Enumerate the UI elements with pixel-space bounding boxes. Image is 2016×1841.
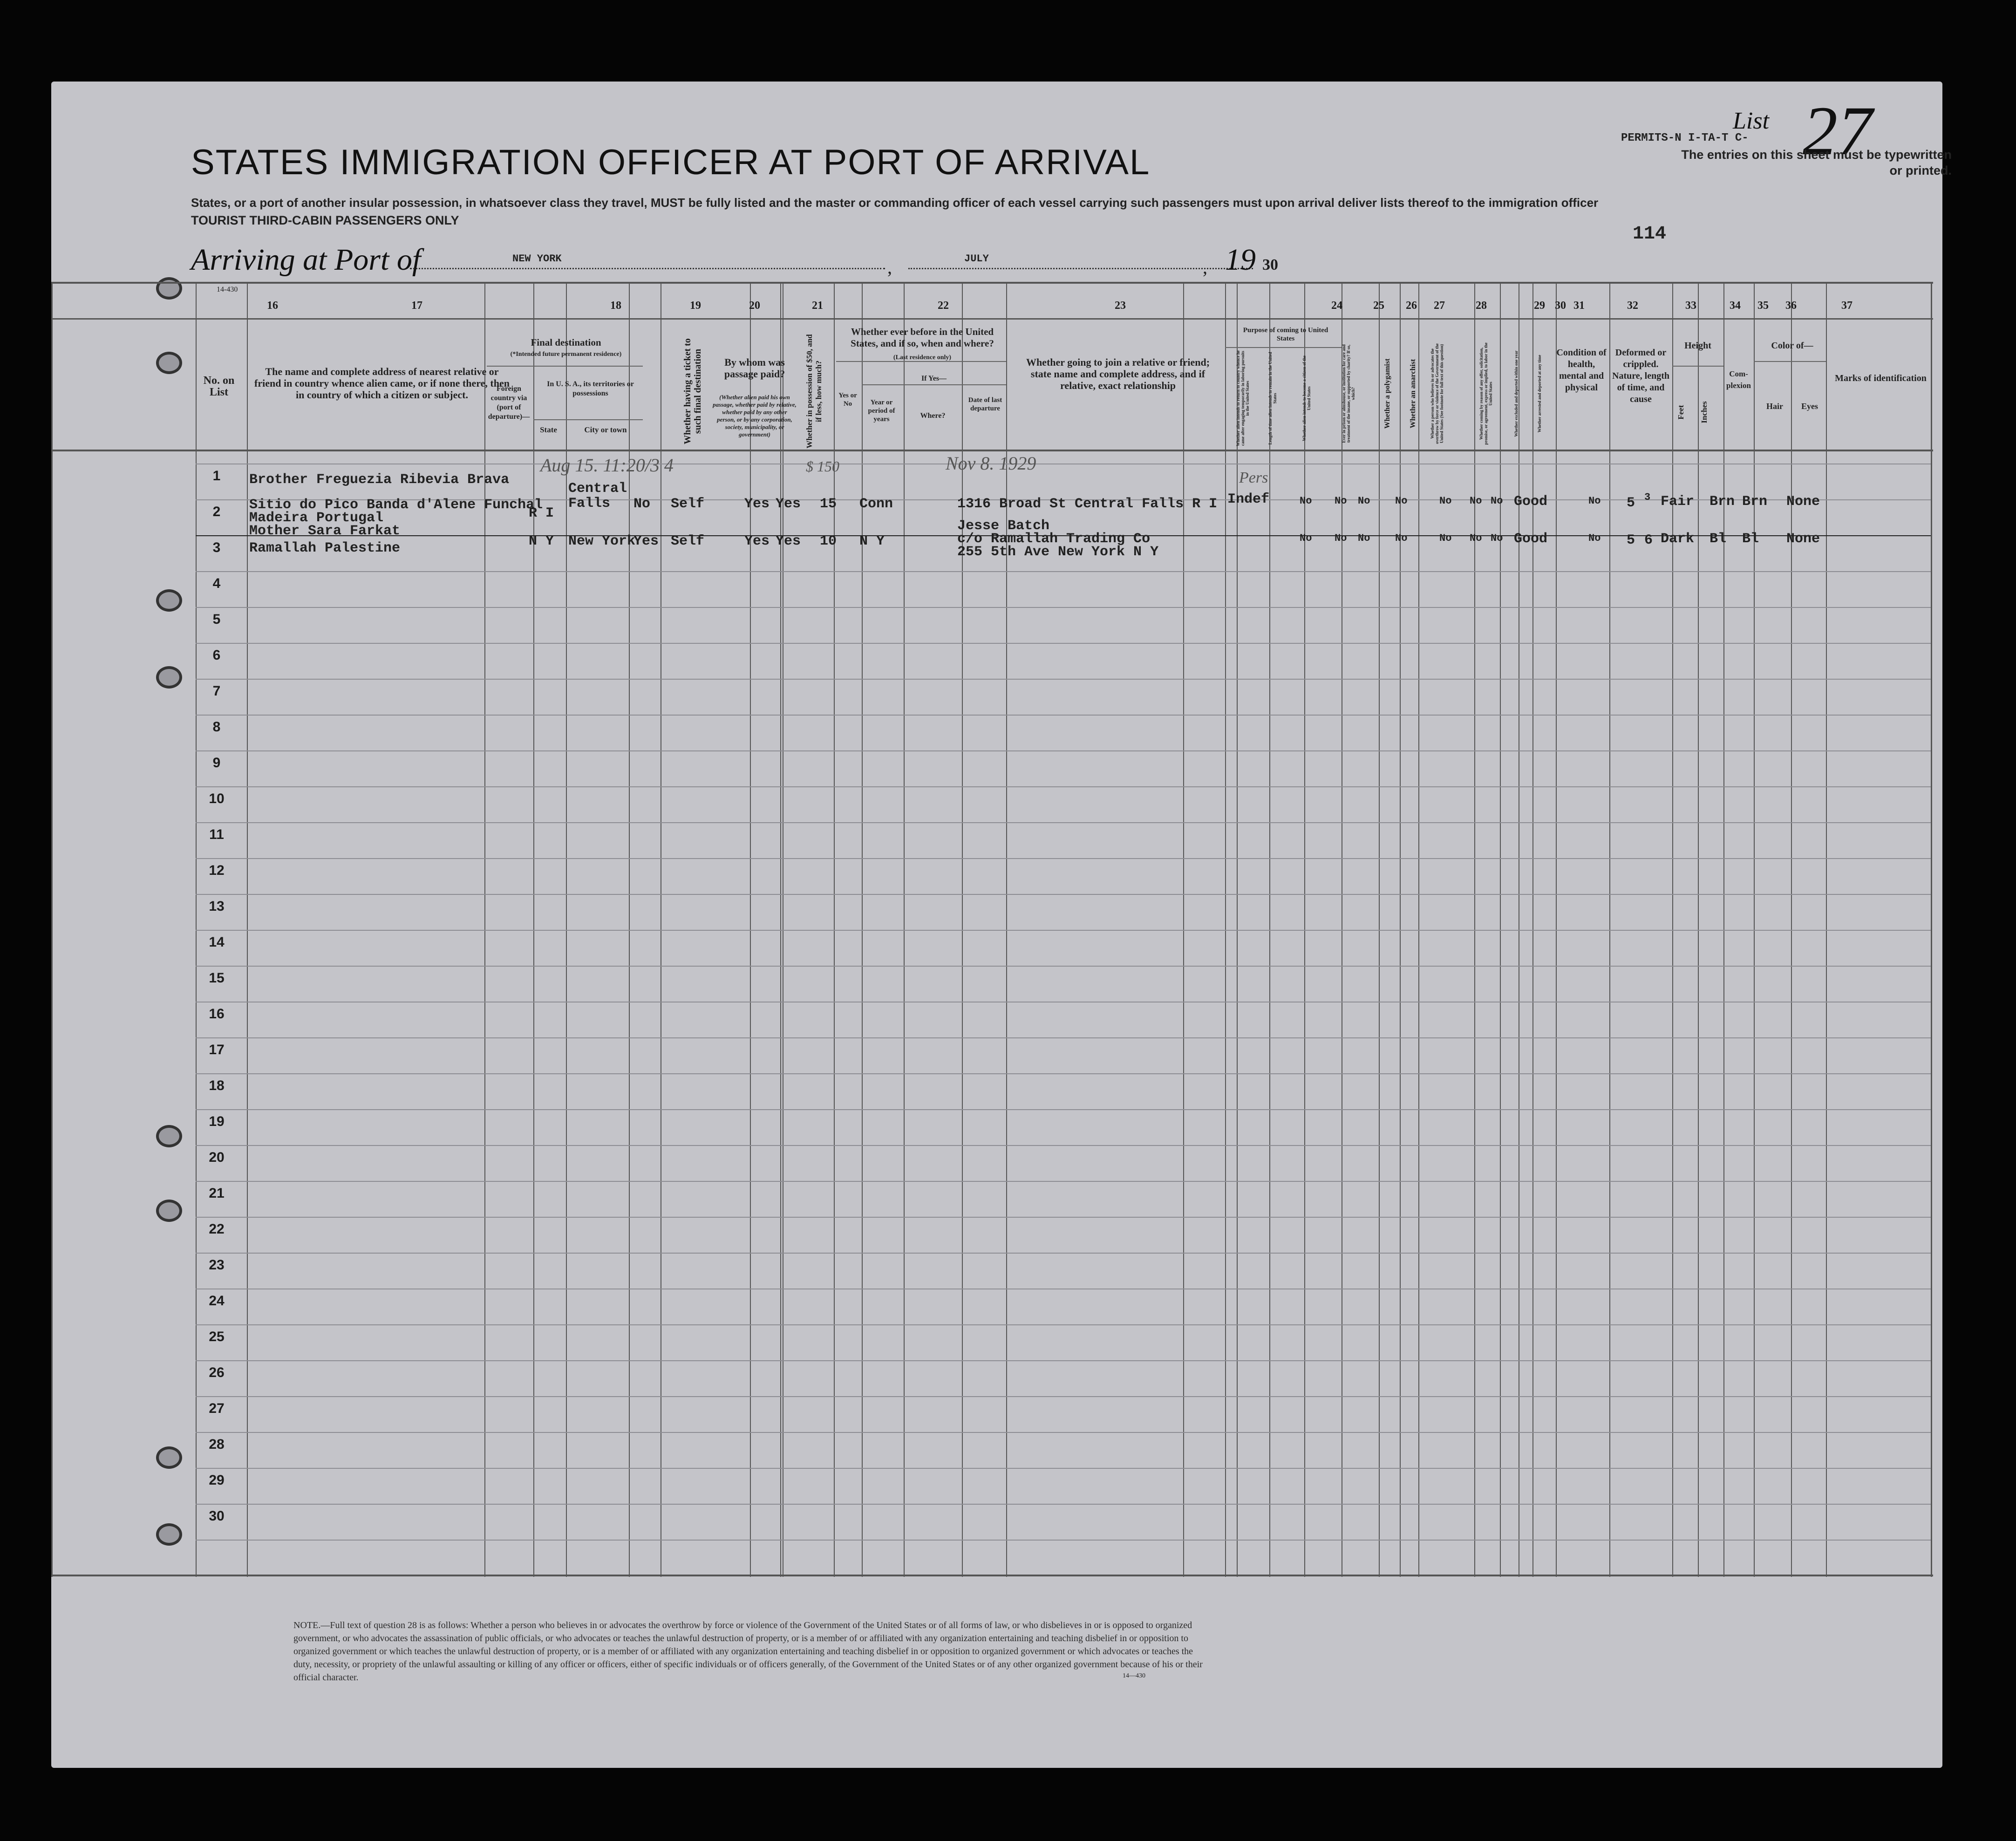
header-q30: Whether excluded and deported within one year <box>1514 350 1519 437</box>
column-rule <box>1304 282 1305 1577</box>
row-rule <box>196 1253 1931 1254</box>
entry-1-join: 1316 Broad St Central Falls R I <box>957 496 1218 512</box>
row-number: 16 <box>209 1006 225 1022</box>
column-rule <box>862 282 863 1577</box>
row-number: 28 <box>209 1437 225 1452</box>
row-number: 27 <box>209 1401 225 1416</box>
header-q29: Whether coming by reason of any offer, solicitation, promise, or agreement, express or implied, to labor in the United States <box>1479 342 1493 445</box>
column-rule <box>247 282 248 1577</box>
binder-ring <box>156 1446 182 1469</box>
binder-ring <box>156 589 182 612</box>
row-rule <box>196 1073 1931 1074</box>
header-color-of: Color of— <box>1771 341 1813 351</box>
header-last-residence: (Last residence only) <box>893 354 952 361</box>
column-number: 21 <box>812 300 823 312</box>
list-number: 27 <box>1803 92 1873 170</box>
header-purpose-length: Length of time alien intends to remain in the United States <box>1268 352 1277 445</box>
column-rule <box>1826 282 1827 1577</box>
header-nearest-relative: The name and complete address of nearest relative or friend in country whence alien came, or if none there, then in country of which a citizen or subject. <box>254 366 510 401</box>
row-number: 4 <box>212 576 221 591</box>
binder-ring <box>156 1523 182 1546</box>
entry-1-health: Good <box>1514 494 1548 510</box>
row-number: 5 <box>212 612 221 627</box>
entry-2-hair: Bl <box>1710 531 1727 547</box>
header-foreign-country: Foreign country via (port of departure)— <box>488 385 530 421</box>
entry-1-prison: No <box>1300 495 1312 507</box>
column-number: 30 <box>1555 300 1566 312</box>
entry-1-q31: No <box>1491 495 1503 507</box>
header-fifty-dollars: Whether in possession of $50, and if less, how much? <box>805 334 823 449</box>
column-rule <box>1418 282 1419 1577</box>
entry-2-q28: No <box>1395 532 1408 544</box>
date-underline <box>908 268 1253 269</box>
page-title: STATES IMMIGRATION OFFICER AT PORT OF ARRIVAL <box>191 143 1151 182</box>
row-number: 30 <box>209 1508 225 1524</box>
entry-2-deformed: No <box>1588 532 1601 544</box>
entry-1-anarchist: No <box>1358 495 1370 507</box>
port-value: NEW YORK <box>512 253 562 265</box>
instruction-text: States, or a port of another insular possession, in whatsoever class they travel, MUST be fully listed and the master or commanding officer of each vessel carrying such passengers must upon arrival deliver lists thereof to the immigration officer <box>191 196 1599 210</box>
row-number: 22 <box>209 1221 225 1237</box>
entry-1-relative-line2: Sitio do Pico Banda d'Alene Funchal <box>249 497 543 513</box>
row-number: 25 <box>209 1329 225 1344</box>
row-rule <box>196 1396 1931 1397</box>
entry-1-eyes: Brn <box>1742 494 1768 510</box>
row-number: 1 <box>212 468 221 484</box>
row-number: 8 <box>212 719 221 735</box>
entry-2-join-line1: Jesse Batch <box>957 518 1050 534</box>
header-inches: Inches <box>1700 401 1709 423</box>
column-number: 24 <box>1331 300 1342 312</box>
column-rule <box>1723 282 1724 1577</box>
entry-2-inches: 6 <box>1644 532 1653 548</box>
row-rule <box>196 715 1931 716</box>
month-value: JULY <box>964 253 989 265</box>
row-rule <box>196 1468 1931 1469</box>
header-ticket: Whether having a ticket to such final destination <box>682 338 703 444</box>
header-passage-note: (Whether alien paid his own passage, whether paid by relative, whether paid by any other person, or by any corporation, society, municipality, or government) <box>713 394 797 438</box>
row-number: 14 <box>209 934 225 950</box>
column-number: 29 <box>1534 300 1545 312</box>
subheader-rule <box>1225 347 1342 348</box>
entry-2-q31: No <box>1491 532 1503 544</box>
header-purpose: Purpose of coming to United States <box>1243 327 1328 342</box>
header-complexion: Com-plexion <box>1726 369 1751 390</box>
row-rule <box>196 858 1931 859</box>
row-rule <box>196 1145 1931 1146</box>
port-underline <box>410 268 885 269</box>
row-rule <box>196 1504 1931 1505</box>
row-number: 17 <box>209 1042 225 1057</box>
row-number: 23 <box>209 1257 225 1273</box>
column-rule <box>566 282 567 1577</box>
entry-1-paid-by: Self <box>671 496 705 512</box>
handwritten-annotation: $ 150 <box>806 458 839 475</box>
subheader-rule <box>862 384 1006 385</box>
header-city: City or town <box>584 425 627 434</box>
column-number-rule <box>51 318 1933 320</box>
column-number: 19 <box>690 300 701 312</box>
header-deformed: Deformed or crippled. Nature, length of time, and cause <box>1612 348 1669 404</box>
header-height: Height <box>1684 341 1711 351</box>
handwritten-annotation: Nov 8. 1929 <box>946 453 1036 474</box>
row-number: 29 <box>209 1473 225 1488</box>
entry-1-marks: None <box>1786 494 1820 510</box>
entry-2-feet: 5 <box>1627 532 1635 548</box>
header-final-destination-note: (*Intended future permanent residence) <box>510 351 622 358</box>
entry-2-fifty: Yes <box>744 533 770 549</box>
header-condition: Condition of health, mental and physical <box>1556 348 1607 393</box>
header-polygamist: Whether a polygamist <box>1383 358 1391 429</box>
row-rule <box>196 1217 1931 1218</box>
entry-1-before: Yes <box>776 496 801 512</box>
row-rule <box>196 1181 1931 1182</box>
column-rule <box>1400 282 1401 1577</box>
table-top-rule <box>51 282 1933 284</box>
subheader-rule <box>1672 366 1723 367</box>
list-label: List <box>1733 108 1770 134</box>
column-rule <box>1931 282 1932 1577</box>
column-number: 26 <box>1406 300 1417 312</box>
column-rule <box>51 282 53 1577</box>
column-number: 28 <box>1476 300 1487 312</box>
table-bottom-rule <box>51 1575 1933 1576</box>
entry-2-relative-line2: Ramallah Palestine <box>249 540 401 556</box>
footnote-q28: NOTE.—Full text of question 28 is as follows: Whether a person who believes in or advocates the overthrow by force or violence of the Government of the United States or of all forms of law, or who disbelieves in or is opposed to organized government, or who advocates the assassination of public officials, or who advocates or teaches the unlawful destruction of property, or is a member of or affiliated with any organization entertaining and teaching disbelief in or opposition to organized government or which teaches the unlawful destruction of property, or is a member of or affiliated with any organization entertaining and teaching disbelief in or opposition to organized government or which advocates or teaches the duty, necessity, or propriety of the unlawful assaulting or killing of any officer or officers, either of specific individuals or of officers generally, of the Government of the United States or of any other organized government because of his or their official character. <box>293 1620 1203 1683</box>
header-eyes: Eyes <box>1801 402 1818 411</box>
entry-1-q28: No <box>1395 495 1408 507</box>
header-ever-before: Whether ever before in the United States, and if so, when and where? <box>851 326 994 349</box>
row-number: 11 <box>209 827 224 842</box>
form-code: 14-430 <box>217 286 238 293</box>
binder-ring <box>156 666 182 689</box>
row-rule <box>196 1324 1931 1325</box>
entry-1-feet: 5 <box>1627 495 1635 511</box>
header-bottom-rule <box>51 450 1933 451</box>
column-rule <box>780 282 781 1577</box>
row-rule <box>196 1360 1931 1361</box>
entry-1-fifty: Yes <box>744 496 770 512</box>
column-number: 36 <box>1785 300 1797 312</box>
column-rule <box>1183 282 1184 1577</box>
binder-ring <box>156 277 182 300</box>
entry-1-city: Central Falls <box>568 481 627 511</box>
entry-1-relative-line1: Brother Freguezia Ribevia Brava <box>249 472 510 488</box>
entry-2-join-line2: c/o Ramallah Trading Co <box>957 531 1151 547</box>
entry-2-relative-line1: Mother Sara Farkat <box>249 523 401 539</box>
header-q28: Whether a person who believes in or advocates the overthrow by force or violence of the Government of the United States (See footnote for full text of this question) <box>1430 343 1444 444</box>
entry-2-before: Yes <box>776 533 801 549</box>
column-number: 31 <box>1573 300 1585 312</box>
footnote-code: 14—430 <box>1123 1672 1145 1679</box>
entry-1-complexion: Fair <box>1661 494 1695 510</box>
row-number: 24 <box>209 1293 225 1309</box>
header-q31: Whether arrested and deported at any time <box>1537 355 1542 433</box>
header-year-period: Year or period of years <box>868 399 895 423</box>
column-rule <box>1672 282 1673 1577</box>
column-number: 16 <box>267 300 278 312</box>
row-rule <box>196 1037 1931 1038</box>
entry-1-hair: Brn <box>1710 494 1735 510</box>
row-number: 12 <box>209 863 225 878</box>
sheet-number: 114 <box>1633 224 1667 245</box>
header-prison: Ever in prison or almshouse, or institution for care and treatment of the insane, or supported by charity? If so, which? <box>1342 344 1355 443</box>
column-number: 25 <box>1373 300 1384 312</box>
tourist-line: TOURIST THIRD-CABIN PASSENGERS ONLY <box>191 213 459 227</box>
row-number: 13 <box>209 899 225 914</box>
column-number: 22 <box>938 300 949 312</box>
header-if-yes: If Yes— <box>921 375 947 382</box>
column-rule <box>1269 282 1270 1577</box>
entry-2-q29: No <box>1439 532 1452 544</box>
row-number: 7 <box>212 683 221 699</box>
entry-1-state: R I <box>529 505 554 521</box>
column-number: 32 <box>1627 300 1638 312</box>
binder-ring <box>156 1125 182 1147</box>
row-number: 26 <box>209 1365 225 1380</box>
column-number: 23 <box>1115 300 1126 312</box>
header-date-last-departure: Date of last departure <box>968 396 1002 412</box>
header-hair: Hair <box>1766 402 1783 411</box>
entry-1-where: Conn <box>859 496 893 512</box>
comma: , <box>887 257 892 278</box>
header-yes-no: Yes or No <box>838 392 857 408</box>
header-marks: Marks of identification <box>1835 373 1927 383</box>
entry-2-where: N Y <box>859 533 885 549</box>
row-number: 10 <box>209 791 225 806</box>
column-number: 17 <box>411 300 422 312</box>
header-feet: Feet <box>1676 405 1685 420</box>
entry-2-city: New York <box>568 533 636 549</box>
row-number: 19 <box>209 1114 225 1129</box>
header-anarchist: Whether an anarchist <box>1409 359 1417 429</box>
row-rule <box>196 822 1931 823</box>
binder-ring <box>156 1200 182 1222</box>
column-rule <box>750 282 751 1577</box>
header-purpose-return: Whether alien intends to return to country whence he came after engaging temporarily in laboring pursuits in the United States <box>1236 350 1250 446</box>
year-prefix: 19 <box>1225 243 1256 277</box>
entry-1-years: 15 <box>820 496 837 512</box>
entry-1-q29: No <box>1439 495 1452 507</box>
column-rule <box>1225 282 1226 1577</box>
entry-2-eyes: Bl <box>1742 531 1759 547</box>
row-number: 18 <box>209 1078 225 1093</box>
column-rule <box>1006 282 1007 1577</box>
row-rule <box>196 894 1931 895</box>
column-rule <box>834 282 835 1577</box>
entry-2-q30: No <box>1470 532 1482 544</box>
row-number: 20 <box>209 1150 225 1165</box>
entries-note: The entries on this sheet must be typewritten or printed. <box>1681 148 1952 177</box>
column-rule <box>904 282 905 1577</box>
column-number: 20 <box>749 300 760 312</box>
entry-2-join-line3: 255 5th Ave New York N Y <box>957 544 1159 560</box>
entry-2-anarchist: No <box>1358 532 1370 544</box>
entry-2-marks: None <box>1786 531 1820 547</box>
entry-2-state: N Y <box>529 533 554 549</box>
entry-1-q30: No <box>1470 495 1482 507</box>
row-number: 6 <box>212 648 221 663</box>
entry-2-ticket: Yes <box>633 533 659 549</box>
row-rule <box>196 1540 1931 1541</box>
header-join-relative: Whether going to join a relative or friend; state name and complete address, and if relative, exact relationship <box>1026 356 1210 391</box>
column-rule <box>1532 282 1533 1577</box>
column-number: 35 <box>1757 300 1769 312</box>
column-rule <box>1754 282 1755 1577</box>
column-number: 33 <box>1685 300 1696 312</box>
permits-stamp: PERMITS-N I-TA-T C- <box>1621 132 1749 144</box>
entry-2-complexion: Dark <box>1661 531 1695 547</box>
entry-2-prison: No <box>1300 532 1312 544</box>
binder-ring <box>156 352 182 374</box>
row-rule <box>196 930 1931 931</box>
column-rule <box>196 282 197 1577</box>
subheader-rule <box>1754 361 1826 362</box>
row-number: 15 <box>209 970 225 986</box>
entry-2-health: Good <box>1514 531 1548 547</box>
column-number: 18 <box>610 300 621 312</box>
header-state: State <box>540 425 557 434</box>
row-rule <box>196 571 1931 572</box>
entry-1-relative-line3: Madeira Portugal <box>249 510 384 526</box>
header-final-destination: Final destination <box>531 337 601 348</box>
column-rule <box>1474 282 1475 1577</box>
entry-2-years: 10 <box>820 533 837 549</box>
column-rule <box>1379 282 1380 1577</box>
row-rule <box>196 750 1931 751</box>
column-rule <box>1500 282 1501 1577</box>
column-number: 34 <box>1730 300 1741 312</box>
manifest-sheet <box>51 82 1952 1768</box>
comma: , <box>1203 257 1207 278</box>
column-rule <box>1237 282 1238 1577</box>
row-number: 9 <box>212 755 221 770</box>
column-rule <box>1791 282 1792 1577</box>
row-number: 3 <box>212 540 221 555</box>
row-number: 2 <box>212 504 221 519</box>
handwritten-annotation: Pers <box>1239 469 1268 486</box>
entry-1-polygamist: No <box>1335 495 1347 507</box>
year-suffix: 30 <box>1262 256 1278 273</box>
entry-1-ticket: No <box>633 496 651 512</box>
column-rule <box>1556 282 1557 1577</box>
row-rule <box>196 786 1931 787</box>
entry-1-length: Indef <box>1227 491 1270 507</box>
row-rule <box>196 643 1931 644</box>
entry-2-polygamist: No <box>1335 532 1347 544</box>
row-rule <box>196 966 1931 967</box>
entry-2-paid-by: Self <box>671 533 705 549</box>
header-passage-paid: By whom was passage paid? <box>724 356 785 380</box>
column-number: 27 <box>1434 300 1445 312</box>
arriving-label: Arriving at Port of <box>191 243 421 277</box>
column-rule <box>1698 282 1699 1577</box>
column-rule <box>1609 282 1610 1577</box>
row-rule <box>196 1432 1931 1433</box>
header-in-usa: In U. S. A., its territories or possessions <box>547 380 634 397</box>
column-number: 37 <box>1841 300 1853 312</box>
row-rule <box>196 607 1931 608</box>
subheader-rule <box>533 419 643 420</box>
header-purpose-citizen: Whether alien intends to become a citizen of the United States <box>1302 355 1311 441</box>
row-number: 21 <box>209 1186 225 1201</box>
entry-1-deformed: No <box>1588 495 1601 507</box>
column-rule <box>629 282 630 1577</box>
row-rule <box>196 1109 1931 1110</box>
header-where: Where? <box>920 412 946 420</box>
header-no-on-list: No. on List <box>203 375 235 398</box>
handwritten-annotation: Aug 15. 11:20/3 4 <box>540 455 674 476</box>
row-rule <box>196 679 1931 680</box>
column-rule <box>533 282 534 1577</box>
column-rule <box>962 282 963 1577</box>
entry-1-inches: 3 <box>1644 491 1651 503</box>
